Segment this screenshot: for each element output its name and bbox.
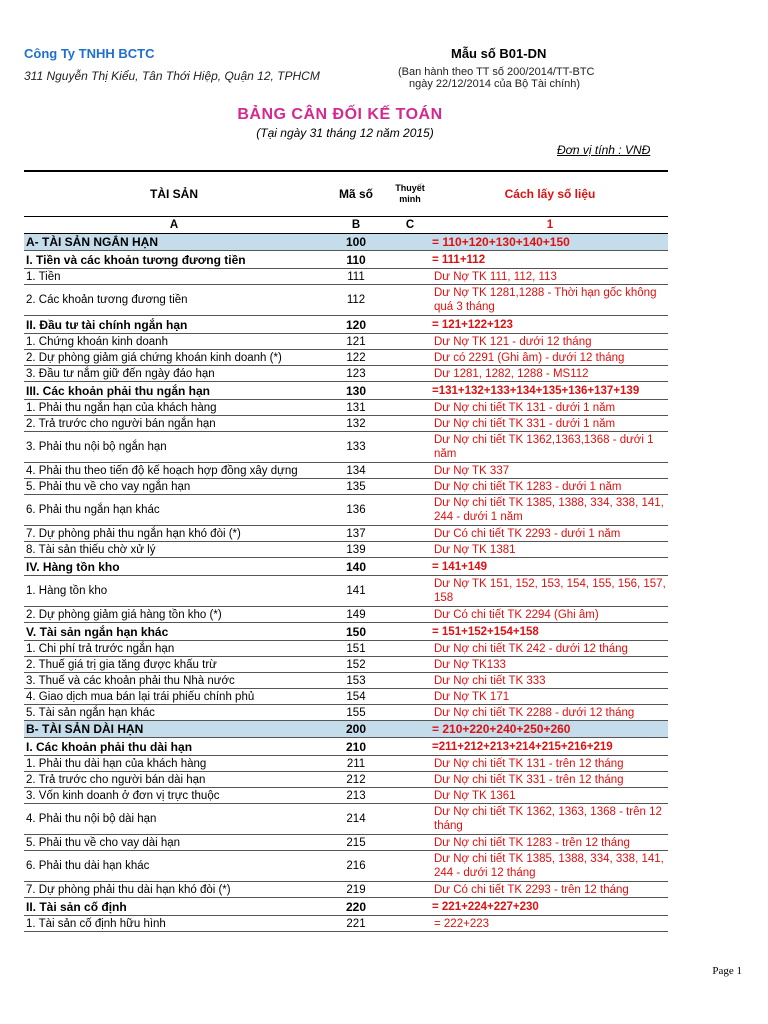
row-name: 4. Phải thu theo tiến độ kế hoạch hợp đồng xây dựng — [24, 463, 324, 479]
row-code: 140 — [324, 558, 388, 576]
row-code: 152 — [324, 657, 388, 673]
row-note — [388, 607, 432, 623]
row-name: 5. Tài sản ngắn hạn khác — [24, 705, 324, 721]
table-row — [24, 542, 668, 558]
row-note — [388, 350, 432, 366]
row-name: V. Tài sản ngắn hạn khác — [24, 623, 324, 641]
section-row — [24, 738, 668, 756]
row-code: 123 — [324, 366, 388, 382]
letter-asset: A — [24, 217, 324, 234]
row-method: =131+132+133+134+135+136+137+139 — [432, 382, 668, 400]
row-note — [388, 576, 432, 607]
row-name: 1. Tiền — [24, 269, 324, 285]
row-name: A- TÀI SẢN NGẮN HẠN — [24, 234, 324, 251]
row-code: 212 — [324, 772, 388, 788]
section-row — [24, 558, 668, 576]
table-row — [24, 432, 668, 463]
row-name: 7. Dự phòng phải thu ngắn hạn khó đòi (*) — [24, 526, 324, 542]
row-code: 155 — [324, 705, 388, 721]
row-method: = 111+112 — [432, 251, 668, 269]
row-note — [388, 756, 432, 772]
company-address: 311 Nguyễn Thị Kiểu, Tân Thới Hiệp, Quận 12, TPHCM — [24, 69, 320, 83]
row-method: Dư Có chi tiết TK 2294 (Ghi âm) — [432, 607, 668, 623]
row-code: 130 — [324, 382, 388, 400]
row-code: 150 — [324, 623, 388, 641]
column-letters-row — [24, 217, 668, 234]
row-code: 134 — [324, 463, 388, 479]
row-code: 221 — [324, 916, 388, 932]
row-method: Dư Nợ chi tiết TK 1385, 1388, 334, 338, 141, 244 - dưới 1 năm — [432, 495, 668, 526]
table-row — [24, 350, 668, 366]
row-code: 131 — [324, 400, 388, 416]
row-note — [388, 251, 432, 269]
row-name: III. Các khoản phải thu ngắn hạn — [24, 382, 324, 400]
row-code: 139 — [324, 542, 388, 558]
row-note — [388, 526, 432, 542]
row-note — [388, 432, 432, 463]
row-note — [388, 400, 432, 416]
row-method: Dư Nợ TK133 — [432, 657, 668, 673]
table-row — [24, 607, 668, 623]
row-code: 214 — [324, 804, 388, 835]
row-method: Dư Nợ chi tiết TK 1362, 1363, 1368 - trên 12 tháng — [432, 804, 668, 835]
table-row — [24, 772, 668, 788]
table-row — [24, 366, 668, 382]
section-row — [24, 251, 668, 269]
document-title: BẢNG CÂN ĐỐI KẾ TOÁN — [237, 106, 443, 123]
table-row — [24, 479, 668, 495]
table-row — [24, 804, 668, 835]
row-method: Dư Có chi tiết TK 2293 - trên 12 tháng — [432, 882, 668, 898]
row-method: Dư Có chi tiết TK 2293 - dưới 1 năm — [432, 526, 668, 542]
row-note — [388, 916, 432, 932]
row-method: = 110+120+130+140+150 — [432, 234, 668, 251]
row-note — [388, 851, 432, 882]
row-note — [388, 463, 432, 479]
row-note — [388, 657, 432, 673]
row-code: 122 — [324, 350, 388, 366]
row-note — [388, 416, 432, 432]
row-method: = 222+223 — [432, 916, 668, 932]
row-note — [388, 623, 432, 641]
row-method: Dư Nợ chi tiết TK 131 - trên 12 tháng — [432, 756, 668, 772]
row-code: 220 — [324, 898, 388, 916]
issued-by-line-2: ngày 22/12/2014 của Bộ Tài chính) — [409, 78, 581, 90]
row-note — [388, 366, 432, 382]
section-row — [24, 382, 668, 400]
section-row — [24, 623, 668, 641]
header-note: Thuyết minh — [388, 171, 432, 217]
row-code: 154 — [324, 689, 388, 705]
row-code: 121 — [324, 334, 388, 350]
row-name: 1. Chi phí trả trước ngắn hạn — [24, 641, 324, 657]
row-note — [388, 898, 432, 916]
row-name: 1. Chứng khoán kinh doanh — [24, 334, 324, 350]
row-method: Dư Nợ TK 1361 — [432, 788, 668, 804]
row-note — [388, 882, 432, 898]
row-note — [388, 334, 432, 350]
row-method: Dư Nợ TK 111, 112, 113 — [432, 269, 668, 285]
row-method: Dư Nợ TK 171 — [432, 689, 668, 705]
row-name: 2. Dự phòng giảm giá hàng tồn kho (*) — [24, 607, 324, 623]
row-note — [388, 234, 432, 251]
currency-unit: Đơn vị tính : VNĐ — [557, 143, 651, 157]
row-note — [388, 479, 432, 495]
row-name: 6. Phải thu ngắn hạn khác — [24, 495, 324, 526]
row-note — [388, 285, 432, 316]
company-name: Công Ty TNHH BCTC — [24, 46, 155, 61]
row-note — [388, 705, 432, 721]
row-note — [388, 269, 432, 285]
row-code: 137 — [324, 526, 388, 542]
row-code: 133 — [324, 432, 388, 463]
row-method: Dư Nợ chi tiết TK 131 - dưới 1 năm — [432, 400, 668, 416]
table-row — [24, 689, 668, 705]
row-name: 1. Tài sản cố định hữu hình — [24, 916, 324, 932]
table-header-row — [24, 171, 668, 217]
row-name: 3. Vốn kinh doanh ở đơn vị trực thuộc — [24, 788, 324, 804]
row-note — [388, 558, 432, 576]
row-note — [388, 316, 432, 334]
table-row — [24, 673, 668, 689]
row-note — [388, 382, 432, 400]
row-method: = 210+220+240+250+260 — [432, 721, 668, 738]
table-row — [24, 657, 668, 673]
table-row — [24, 269, 668, 285]
row-code: 141 — [324, 576, 388, 607]
row-name: 7. Dự phòng phải thu dài hạn khó đòi (*) — [24, 882, 324, 898]
row-method: Dư Nợ TK 337 — [432, 463, 668, 479]
row-method: Dư Nợ chi tiết TK 1385, 1388, 334, 338, 141, 244 - dưới 12 tháng — [432, 851, 668, 882]
row-code: 111 — [324, 269, 388, 285]
row-name: 2. Thuế giá trị gia tăng được khấu trừ — [24, 657, 324, 673]
row-name: I. Tiền và các khoản tương đương tiền — [24, 251, 324, 269]
report-date: (Tại ngày 31 tháng 12 năm 2015) — [256, 126, 434, 140]
row-code: 211 — [324, 756, 388, 772]
row-method: Dư Nợ chi tiết TK 1283 - trên 12 tháng — [432, 835, 668, 851]
row-code: 135 — [324, 479, 388, 495]
row-method: Dư Nợ chi tiết TK 1283 - dưới 1 năm — [432, 479, 668, 495]
row-name: 5. Phải thu về cho vay ngắn hạn — [24, 479, 324, 495]
table-row — [24, 416, 668, 432]
row-method: Dư Nợ chi tiết TK 331 - dưới 1 năm — [432, 416, 668, 432]
row-method: = 121+122+123 — [432, 316, 668, 334]
row-note — [388, 738, 432, 756]
row-note — [388, 495, 432, 526]
row-name: 4. Giao dịch mua bán lại trái phiếu chính phủ — [24, 689, 324, 705]
row-note — [388, 721, 432, 738]
row-name: 1. Phải thu ngắn hạn của khách hàng — [24, 400, 324, 416]
table-row — [24, 835, 668, 851]
section-row — [24, 898, 668, 916]
row-code: 100 — [324, 234, 388, 251]
row-name: 1. Hàng tồn kho — [24, 576, 324, 607]
row-note — [388, 689, 432, 705]
row-name: 3. Phải thu nội bộ ngắn hạn — [24, 432, 324, 463]
table-row — [24, 526, 668, 542]
issued-by-line-1: (Ban hành theo TT số 200/2014/TT-BTC — [398, 66, 595, 78]
row-code: 213 — [324, 788, 388, 804]
row-note — [388, 542, 432, 558]
row-method: = 221+224+227+230 — [432, 898, 668, 916]
row-method: = 141+149 — [432, 558, 668, 576]
row-code: 120 — [324, 316, 388, 334]
page-number: Page 1 — [712, 965, 742, 977]
balance-sheet-table — [24, 170, 668, 932]
row-name: IV. Hàng tồn kho — [24, 558, 324, 576]
row-method: Dư Nợ chi tiết TK 331 - trên 12 tháng — [432, 772, 668, 788]
row-code: 149 — [324, 607, 388, 623]
row-method: Dư có 2291 (Ghi âm) - dưới 12 tháng — [432, 350, 668, 366]
row-method: Dư Nợ chi tiết TK 2288 - dưới 12 tháng — [432, 705, 668, 721]
row-method: Dư Nợ TK 1381 — [432, 542, 668, 558]
row-method: Dư Nợ chi tiết TK 242 - dưới 12 tháng — [432, 641, 668, 657]
header-code: Mã số — [324, 171, 388, 217]
row-method: =211+212+213+214+215+216+219 — [432, 738, 668, 756]
row-code: 200 — [324, 721, 388, 738]
row-note — [388, 788, 432, 804]
row-name: 2. Các khoản tương đương tiền — [24, 285, 324, 316]
table-row — [24, 788, 668, 804]
row-method: Dư 1281, 1282, 1288 - MS112 — [432, 366, 668, 382]
row-note — [388, 804, 432, 835]
table-row — [24, 641, 668, 657]
row-method: Dư Nợ chi tiết TK 1362,1363,1368 - dưới 1 năm — [432, 432, 668, 463]
row-code: 136 — [324, 495, 388, 526]
row-name: 1. Phải thu dài hạn của khách hàng — [24, 756, 324, 772]
row-code: 215 — [324, 835, 388, 851]
table-row — [24, 334, 668, 350]
form-number: Mẫu số B01-DN — [451, 46, 547, 61]
letter-method: 1 — [432, 217, 668, 234]
table-row — [24, 882, 668, 898]
row-name: 3. Thuế và các khoản phải thu Nhà nước — [24, 673, 324, 689]
row-code: 110 — [324, 251, 388, 269]
table-row — [24, 463, 668, 479]
table-row — [24, 756, 668, 772]
row-code: 216 — [324, 851, 388, 882]
row-code: 210 — [324, 738, 388, 756]
section-row — [24, 316, 668, 334]
row-method: Dư Nợ chi tiết TK 333 — [432, 673, 668, 689]
row-method: Dư Nợ TK 1281,1288 - Thời hạn gốc không quá 3 tháng — [432, 285, 668, 316]
table-row — [24, 576, 668, 607]
row-name: 8. Tài sản thiếu chờ xử lý — [24, 542, 324, 558]
row-method: = 151+152+154+158 — [432, 623, 668, 641]
row-name: I. Các khoản phải thu dài hạn — [24, 738, 324, 756]
row-name: II. Tài sản cố định — [24, 898, 324, 916]
row-note — [388, 673, 432, 689]
row-name: 2. Trả trước cho người bán dài hạn — [24, 772, 324, 788]
table-row — [24, 495, 668, 526]
row-name: 4. Phải thu nội bộ dài hạn — [24, 804, 324, 835]
row-method: Dư Nợ TK 151, 152, 153, 154, 155, 156, 157, 158 — [432, 576, 668, 607]
letter-code: B — [324, 217, 388, 234]
header-method: Cách lấy số liệu — [432, 171, 668, 217]
row-name: II. Đầu tư tài chính ngắn hạn — [24, 316, 324, 334]
row-name: 2. Trả trước cho người bán ngắn hạn — [24, 416, 324, 432]
table-row — [24, 400, 668, 416]
part-row — [24, 721, 668, 738]
table-row — [24, 285, 668, 316]
row-code: 112 — [324, 285, 388, 316]
row-name: 3. Đầu tư nắm giữ đến ngày đáo hạn — [24, 366, 324, 382]
row-name: B- TÀI SẢN DÀI HẠN — [24, 721, 324, 738]
row-code: 151 — [324, 641, 388, 657]
letter-note: C — [388, 217, 432, 234]
table-row — [24, 851, 668, 882]
row-note — [388, 641, 432, 657]
row-code: 219 — [324, 882, 388, 898]
row-note — [388, 835, 432, 851]
row-code: 132 — [324, 416, 388, 432]
row-note — [388, 772, 432, 788]
table-row — [24, 916, 668, 932]
row-name: 6. Phải thu dài hạn khác — [24, 851, 324, 882]
table-row — [24, 705, 668, 721]
row-code: 153 — [324, 673, 388, 689]
row-name: 5. Phải thu về cho vay dài hạn — [24, 835, 324, 851]
part-row — [24, 234, 668, 251]
row-name: 2. Dự phòng giảm giá chứng khoán kinh doanh (*) — [24, 350, 324, 366]
row-method: Dư Nợ TK 121 - dưới 12 tháng — [432, 334, 668, 350]
header-asset: TÀI SẢN — [24, 171, 324, 217]
